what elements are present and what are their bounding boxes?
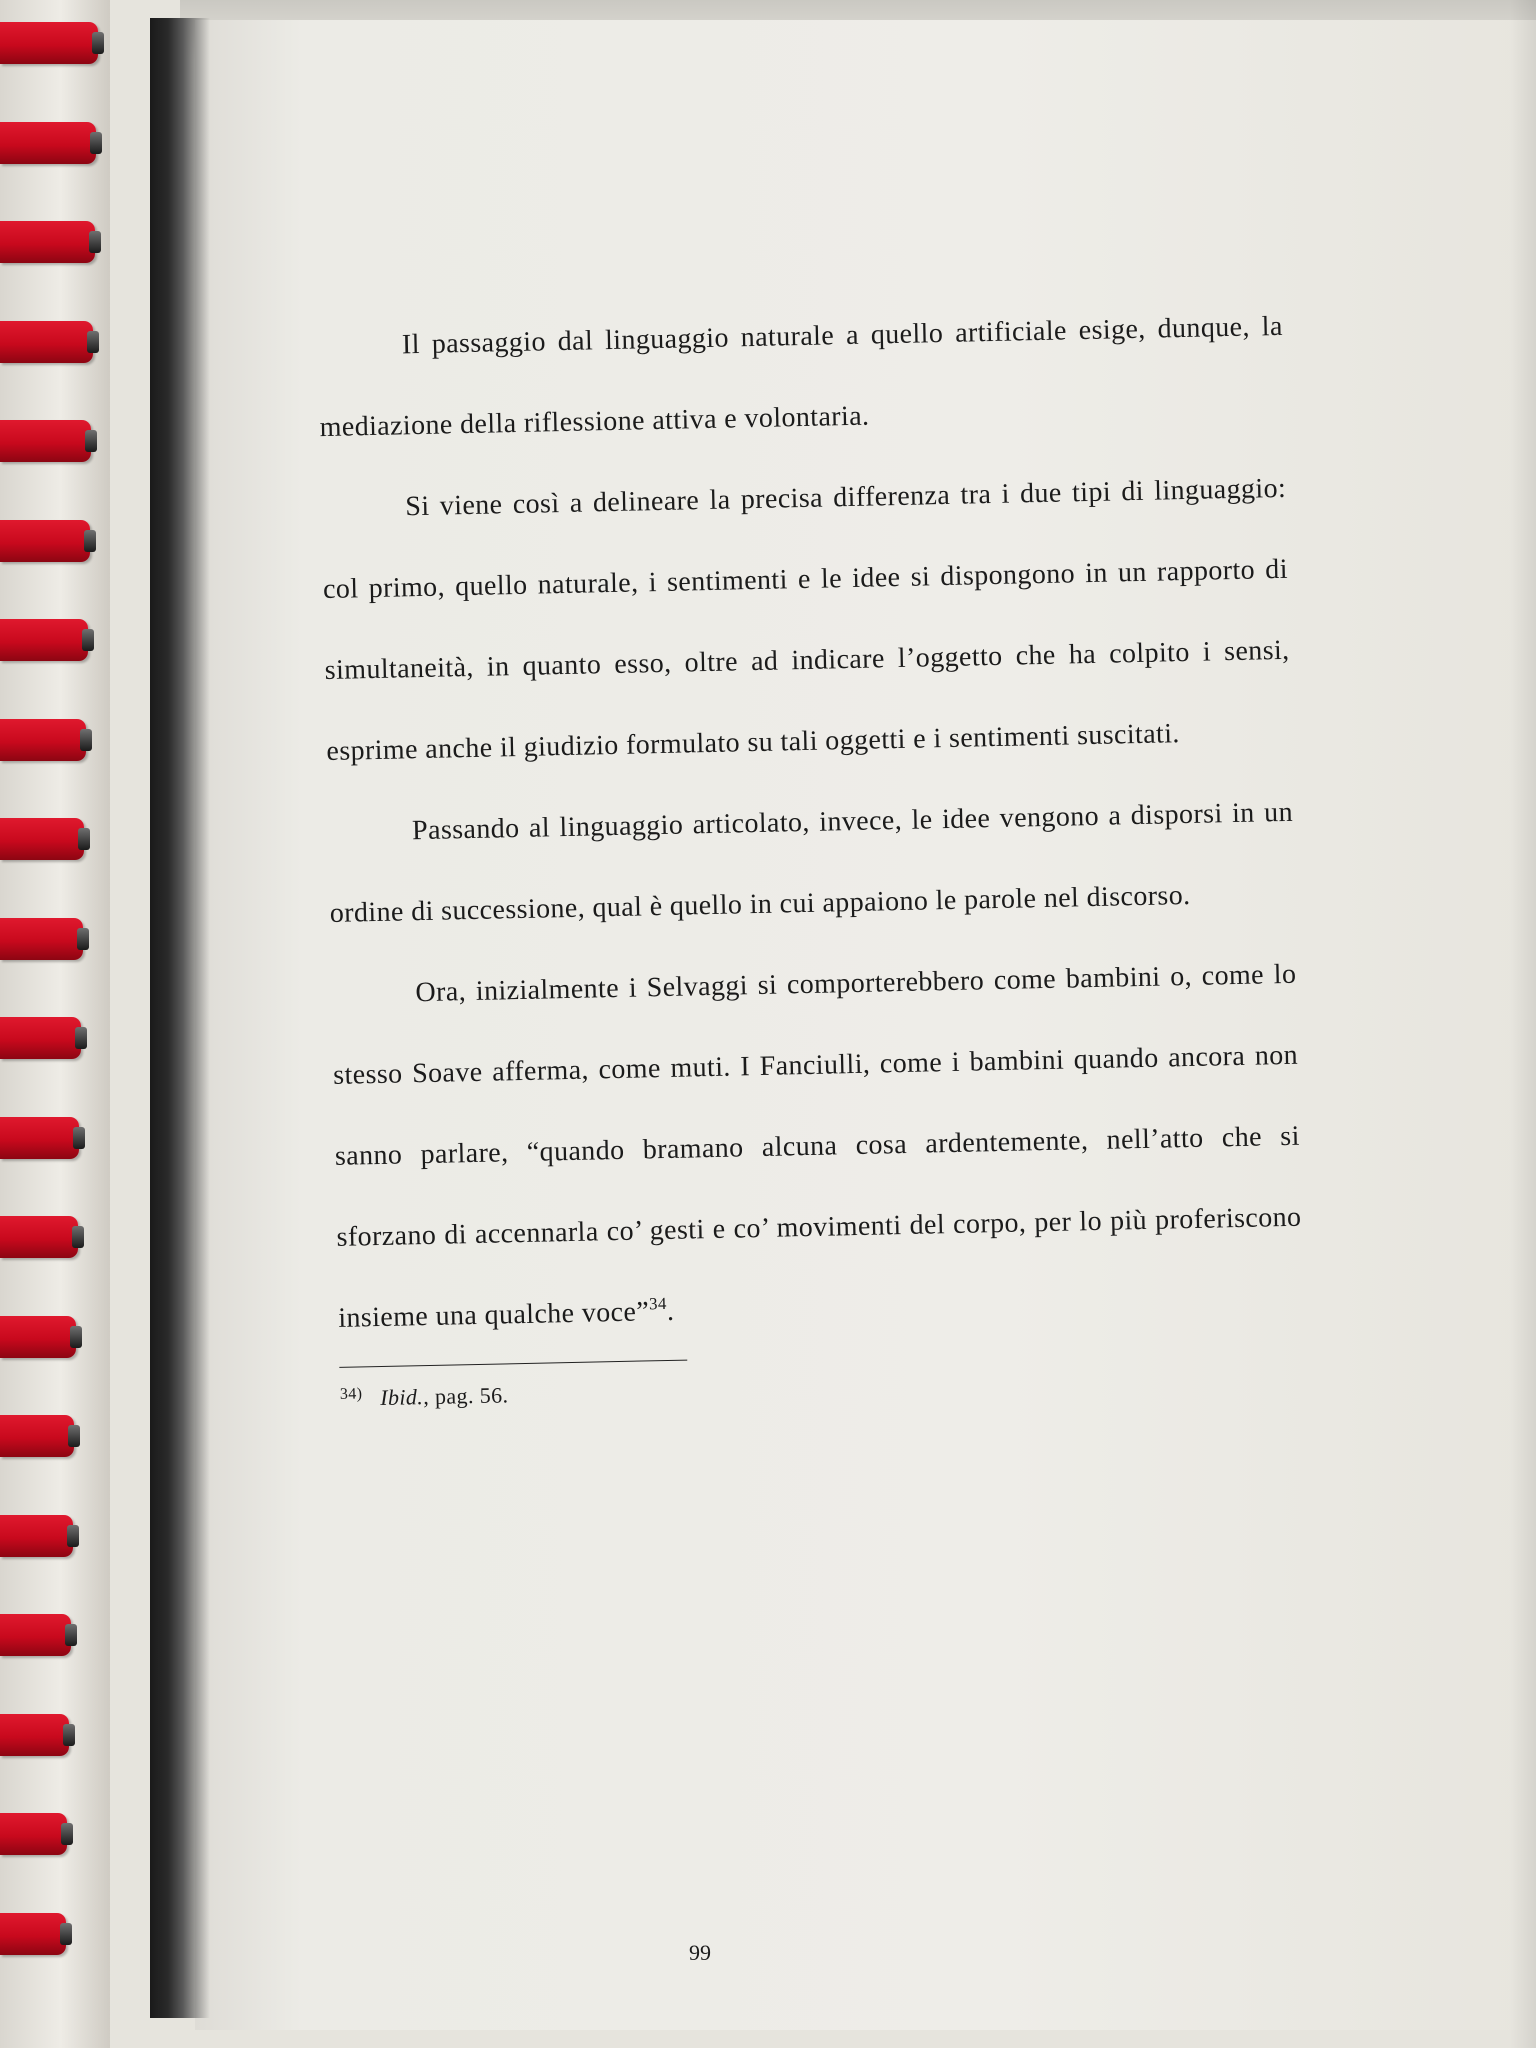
paragraph: Passando al linguaggio articolato, invece, le idee vengono a disporsi in un ordine di successione, qual è quello in cui appaiono le parole nel discorso.: [329, 796, 1294, 929]
paragraph: Il passaggio dal linguaggio naturale a quello artificiale esige, dunque, la mediazione della riflessione attiva e volontaria.: [319, 310, 1284, 444]
binding-ring: [0, 221, 95, 263]
paragraph-end: .: [666, 1295, 675, 1327]
binding-ring: [0, 321, 93, 363]
binding-ring: [0, 1017, 81, 1059]
footnote-separator: [339, 1360, 687, 1368]
page-number: 99: [689, 1940, 711, 1965]
binding-ring: [0, 619, 88, 661]
binding-ring: [0, 1216, 78, 1258]
page-right-edge: [1510, 0, 1536, 2048]
binding-ring: [0, 719, 86, 761]
binding-ring: [0, 1813, 67, 1855]
binding-ring: [0, 1117, 79, 1159]
footnote-text: , pag. 56.: [422, 1382, 509, 1410]
page-body: [317, 286, 1305, 1414]
page-binding-edge: [150, 18, 210, 2018]
footnote-ibid: Ibid.: [379, 1384, 424, 1411]
binding-ring: [0, 918, 83, 960]
paragraph-text: Ora, inizialmente i Selvaggi si comporterebbero come bambini o, come lo stesso Soave afferma, come muti. I Fanciulli, come i bambini quando ancora non sanno parlare, “quando bramano alcuna cosa ardentemente, nell’atto che si sforzano di accennarla co’ gesti e co’ movimenti del corpo, per lo più proferiscono insieme una qualche voce”: [332, 958, 1302, 1334]
binding-ring: [0, 1614, 71, 1656]
spiral-binding: [0, 0, 110, 2048]
binding-ring: [0, 420, 91, 462]
footnote-marker: ): [356, 1385, 363, 1403]
paragraph-with-quote: [331, 934, 1304, 1359]
binding-ring: [0, 1316, 76, 1358]
paragraph: Si viene così a delineare la precisa differenza tra i due tipi di linguaggio: col primo, quello naturale, i sentimenti e le idee si dispongono in un rapporto di simultaneità, in quanto esso, oltre ad indicare l’oggetto che ha colpito i sensi, esprime anche il giudizio formulato su tali oggetti e i sentimenti suscitati.: [322, 472, 1290, 768]
binding-ring: [0, 520, 90, 562]
binding-ring: [0, 1714, 69, 1756]
binding-ring: [0, 122, 96, 164]
footnote-reference: 34: [648, 1294, 667, 1314]
binding-ring: [0, 818, 84, 860]
binding-ring: [0, 1515, 73, 1557]
binding-ring: [0, 22, 98, 64]
binding-ring: [0, 1415, 74, 1457]
footnote-number: 34: [339, 1385, 357, 1403]
